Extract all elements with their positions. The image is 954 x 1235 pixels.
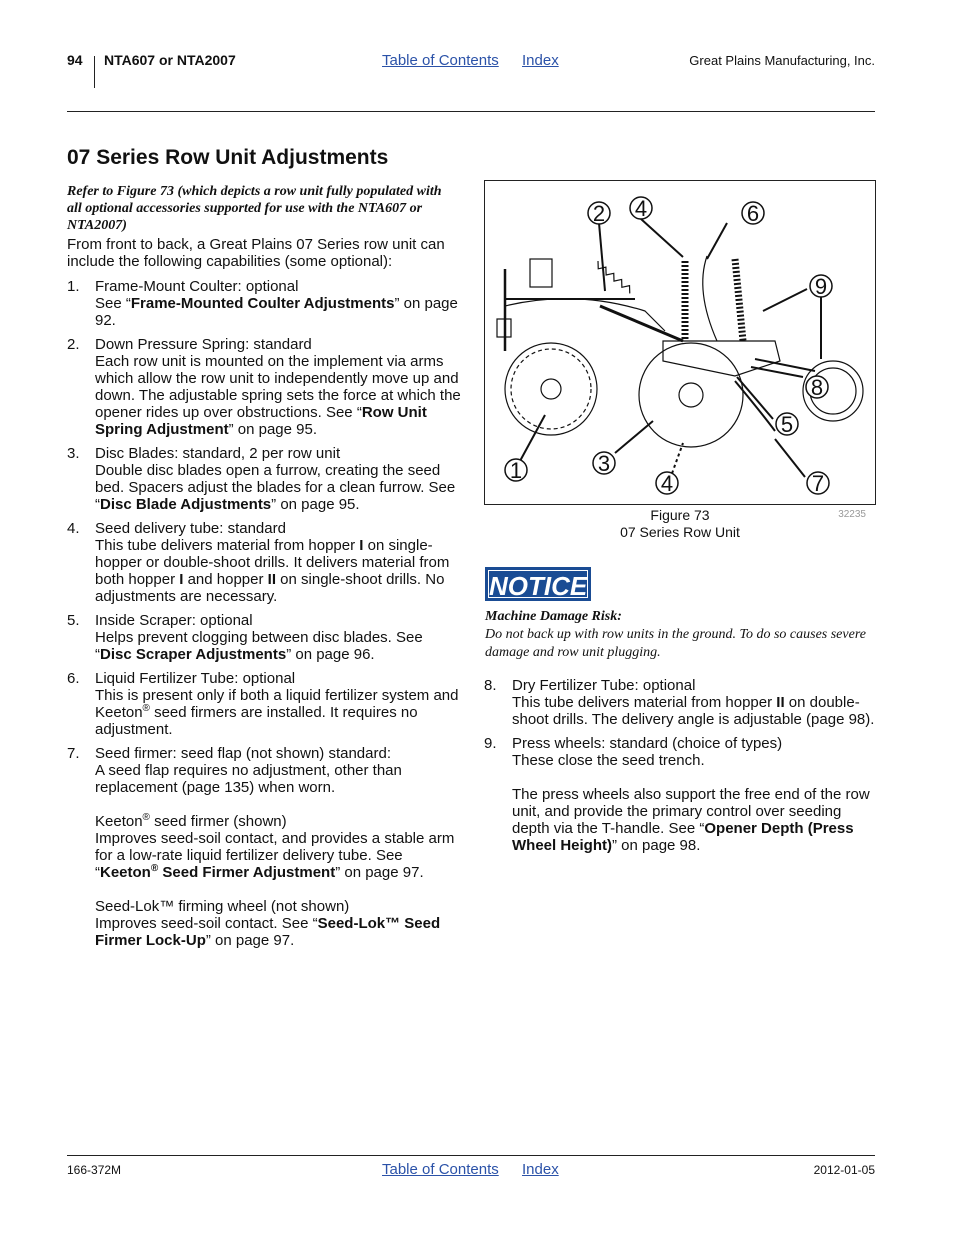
keeton-title: Keeton® seed firmer (shown) — [95, 812, 287, 830]
svg-text:5: 5 — [780, 412, 794, 437]
keeton-body: Improves seed-soil contact, and provides a stable arm for a low-rate liquid fertilizer delivery tube. See “Keeton® Seed Firmer Adjustment” on page 97. — [95, 830, 455, 881]
header-index-link[interactable]: Index — [522, 52, 559, 69]
xref-link[interactable]: Opener Depth (Press Wheel Height) — [512, 820, 854, 854]
footer-rule — [67, 1155, 875, 1156]
svg-text:4: 4 — [634, 196, 648, 221]
item-body: These close the seed trench. — [512, 752, 705, 769]
figure-reference-note: Refer to Figure 73 (which depicts a row unit fully populated with all optional accessories supported for use with the NTA607 or NTA2007) — [67, 184, 442, 233]
svg-text:7: 7 — [811, 471, 825, 496]
model-name: NTA607 or NTA2007 — [104, 52, 236, 68]
item-number: 4. — [67, 520, 80, 537]
item-title: Down Pressure Spring: standard — [95, 336, 312, 353]
footer-toc-link[interactable]: Table of Contents — [382, 1161, 499, 1178]
svg-text:1: 1 — [509, 458, 523, 483]
item-number: 8. — [484, 677, 497, 694]
list-item — [67, 445, 462, 513]
notice-label: NOTICE — [489, 571, 588, 601]
item-title: Seed delivery tube: standard — [95, 520, 286, 537]
intro-paragraph: From front to back, a Great Plains 07 Series row unit can include the following capabilities (some optional): — [67, 236, 445, 270]
page-number: 94 — [67, 52, 83, 68]
xref-link[interactable]: Seed-Lok™ Seed Firmer Lock-Up — [95, 915, 441, 949]
callout-3 — [593, 451, 615, 476]
callout-7 — [807, 471, 829, 496]
list-item — [484, 735, 879, 854]
xref-link[interactable]: Disc Scraper Adjustments — [100, 646, 287, 663]
item-number: 2. — [67, 336, 80, 353]
item-body: Helps prevent clogging between disc blades. See “Disc Scraper Adjustments” on page 96. — [95, 629, 423, 663]
company-name: Great Plains Manufacturing, Inc. — [689, 53, 875, 68]
callout-4-top — [630, 196, 652, 221]
header-rule — [67, 111, 875, 112]
item-number: 9. — [484, 735, 497, 752]
row-unit-figure — [484, 180, 876, 505]
item-title: Press wheels: standard (choice of types) — [512, 735, 783, 752]
xref-link[interactable]: Disc Blade Adjustments — [100, 496, 272, 513]
item-number: 5. — [67, 612, 80, 629]
item-body: This tube delivers material from hopper II on double-shoot drills. The delivery angle is adjustable (page 98). — [512, 694, 875, 728]
header-divider — [94, 56, 95, 88]
section-title: 07 Series Row Unit Adjustments — [67, 146, 389, 169]
xref-link[interactable]: Row Unit Spring Adjustment — [95, 404, 427, 438]
item-title: Seed firmer: seed flap (not shown) standard: — [95, 745, 391, 762]
svg-text:8: 8 — [810, 375, 824, 400]
figure-number: Figure 73 — [650, 507, 710, 523]
doc-number: 166-372M — [67, 1163, 122, 1177]
svg-text:2: 2 — [592, 201, 606, 226]
item-title: Frame-Mount Coulter: optional — [95, 278, 299, 295]
risk-title: Machine Damage Risk: — [485, 609, 622, 624]
xref-link[interactable]: Keeton® Seed Firmer Adjustment — [100, 863, 336, 881]
svg-text:6: 6 — [746, 201, 760, 226]
list-item — [67, 520, 462, 605]
item-body: This is present only if both a liquid fertilizer system and Keeton® seed firmers are installed. It requires no adjustment. — [95, 687, 459, 738]
item-title: Disc Blades: standard, 2 per row unit — [95, 445, 341, 462]
item-body: Double disc blades open a furrow, creating the seed bed. Spacers adjust the blades for a clean furrow. See “Disc Blade Adjustments” on page 95. — [95, 462, 456, 513]
callout-8 — [806, 375, 828, 400]
item-title: Inside Scraper: optional — [95, 612, 253, 629]
capabilities-list-continued — [484, 677, 879, 861]
revision-date: 2012-01-05 — [813, 1163, 875, 1177]
svg-text:4: 4 — [660, 471, 674, 496]
item-title: Dry Fertilizer Tube: optional — [512, 677, 696, 694]
list-item — [67, 670, 462, 738]
header-toc-link[interactable]: Table of Contents — [382, 52, 499, 69]
notice-badge — [485, 567, 591, 601]
list-item — [67, 278, 462, 329]
item-body: Each row unit is mounted on the implement via arms which allow the row unit to independently move up and down. The adjustable spring sets the force at which the opener rides up over obstructions. See “Row Unit Spring Adjustment” on page 95. — [95, 353, 461, 438]
risk-text: Do not back up with row units in the ground. To do so causes severe damage and row unit plugging. — [485, 627, 866, 660]
callout-4-bottom — [656, 471, 678, 496]
item-number: 7. — [67, 745, 80, 762]
art-number: 32235 — [838, 509, 866, 520]
seedlok-body: Improves seed-soil contact. See “Seed-Lok™ Seed Firmer Lock-Up” on page 97. — [95, 915, 441, 949]
svg-text:9: 9 — [814, 274, 828, 299]
callout-2 — [588, 201, 610, 226]
seedlok-title: Seed-Lok™ firming wheel (not shown) — [95, 898, 350, 915]
figure-caption — [484, 507, 876, 541]
callout-1 — [505, 458, 527, 483]
callout-6 — [742, 201, 764, 226]
risk-message — [485, 608, 877, 662]
callout-5 — [776, 412, 798, 437]
list-item — [67, 745, 462, 949]
item-body: A seed flap requires no adjustment, other than replacement (page 135) when worn. — [95, 762, 402, 796]
capabilities-list — [67, 278, 462, 956]
item-number: 1. — [67, 278, 80, 295]
footer-index-link[interactable]: Index — [522, 1161, 559, 1178]
list-item — [484, 677, 879, 728]
xref-link[interactable]: Frame-Mounted Coulter Adjustments — [130, 295, 395, 312]
item-number: 3. — [67, 445, 80, 462]
callout-9 — [810, 274, 832, 299]
list-item — [67, 336, 462, 438]
item-body: This tube delivers material from hopper I on single-hopper or double-shoot drills. It delivers material from both hopper I and hopper II on single-shoot drills. No adjustments are necessary. — [95, 537, 450, 605]
svg-text:3: 3 — [597, 451, 611, 476]
item-body: See “Frame-Mounted Coulter Adjustments” on page 92. — [95, 295, 458, 329]
list-item — [67, 612, 462, 663]
item-title: Liquid Fertilizer Tube: optional — [95, 670, 296, 687]
row-unit-illustration — [485, 181, 875, 504]
item-body-2: The press wheels also support the free end of the row unit, and provide the primary control over seeding depth via the T-handle. See “Opener Depth (Press Wheel Height)” on page 98. — [512, 786, 870, 854]
item-number: 6. — [67, 670, 80, 687]
figure-title: 07 Series Row Unit — [620, 524, 740, 540]
